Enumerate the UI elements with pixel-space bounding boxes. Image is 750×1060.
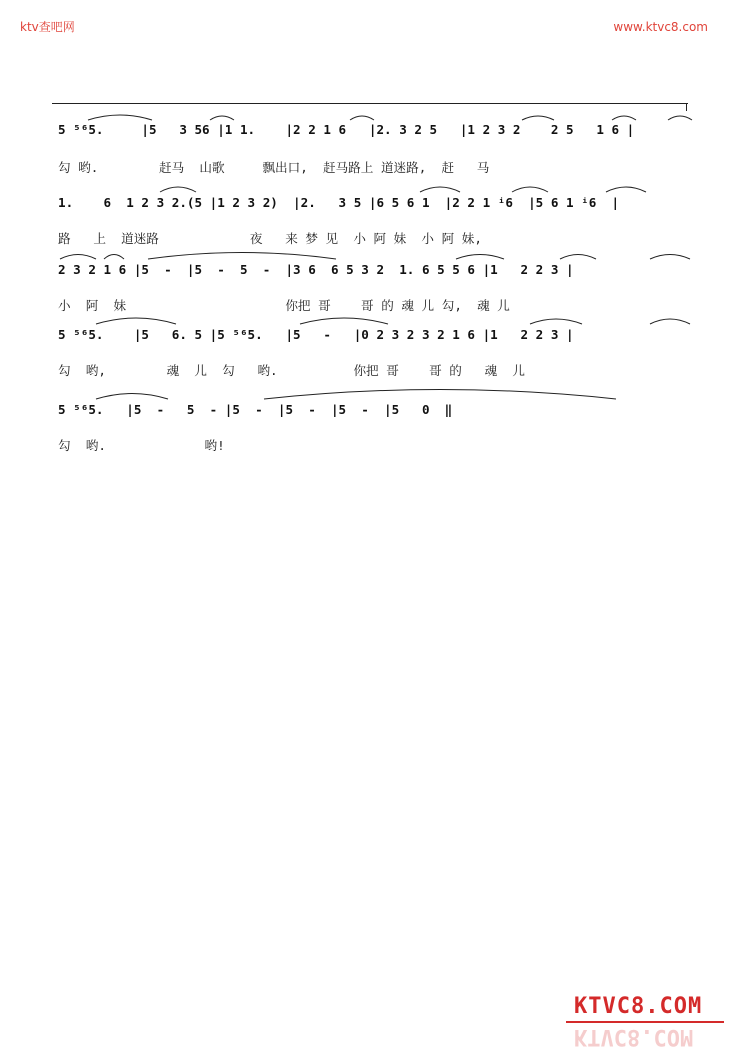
slur-arc (612, 116, 636, 120)
slur-arc (650, 319, 690, 324)
score-lyrics-line-4: 勾 哟, 魂 儿 勾 哟. 你把 哥 哥 的 魂 儿 (58, 363, 526, 378)
slur-arc (300, 318, 388, 324)
slur-arc (560, 255, 596, 260)
slur-arc (264, 390, 616, 400)
score-lyrics-line-2: 路 上 道迷路 夜 来 梦 见 小 阿 妹 小 阿 妹, (58, 231, 482, 246)
slur-arc (96, 394, 168, 400)
slur-arc (350, 116, 374, 120)
score-notes-line-5: 5 ⁵⁶5. |5 - 5 - |5 - |5 - |5 - |5 0 ‖ (58, 402, 453, 417)
score-lyrics-line-5: 勾 哟. 哟! (58, 438, 225, 453)
slur-arc (96, 318, 176, 324)
score-notes-line-4: 5 ⁵⁶5. |5 6. 5 |5 ⁵⁶5. |5 - |0 2 3 2 3 2 1 6 |1 2 2 3 | (58, 327, 574, 342)
slur-arc (512, 187, 548, 192)
slur-arc (210, 116, 234, 120)
slur-arc (420, 187, 460, 192)
score-lyrics-line-1: 勾 哟. 赶马 山歌 飘出口, 赶马路上 道迷路, 赶 马 (58, 160, 490, 175)
logo-text: KTVC8.COM (574, 994, 703, 1019)
slur-arc (160, 187, 196, 192)
slur-arc (104, 255, 124, 260)
watermark-left: ktv查吧网 (20, 20, 75, 34)
score-notes-line-2: 1. 6 1 2 3 2.(5 |1 2 3 2) |2. 3 5 |6 5 6 1 |2 2 1 ⁱ6 |5 6 1 ⁱ6 | (58, 195, 620, 210)
slur-arc (650, 255, 690, 260)
site-logo (574, 994, 724, 1050)
score-lyrics-line-3: 小 阿 妹 你把 哥 哥 的 魂 儿 勾, 魂 儿 (58, 298, 510, 313)
top-rule (52, 103, 688, 104)
slur-arc (530, 319, 582, 324)
logo-reflection: KTVC8.COM (574, 1024, 694, 1049)
slur-arc (522, 116, 554, 120)
slur-arc (148, 253, 336, 260)
logo-underline (566, 1021, 724, 1023)
slur-arc (60, 255, 96, 260)
watermark-right: www.ktvc8.com (613, 20, 708, 34)
slur-arc (668, 116, 692, 120)
slur-arc (88, 115, 152, 120)
score-notes-line-1: 5 ⁵⁶5. |5 3 56 |1 1. |2 2 1 6 |2. 3 2 5 |1 2 3 2 2 5 1 6 | (58, 122, 635, 137)
slur-arc (456, 255, 504, 260)
top-rule-tick (686, 103, 687, 111)
slur-arc (606, 187, 646, 192)
score-notes-line-3: 2 3 2 1 6 |5 - |5 - 5 - |3 6 6 5 3 2 1. 6 5 5 6 |1 2 2 3 | (58, 262, 574, 277)
